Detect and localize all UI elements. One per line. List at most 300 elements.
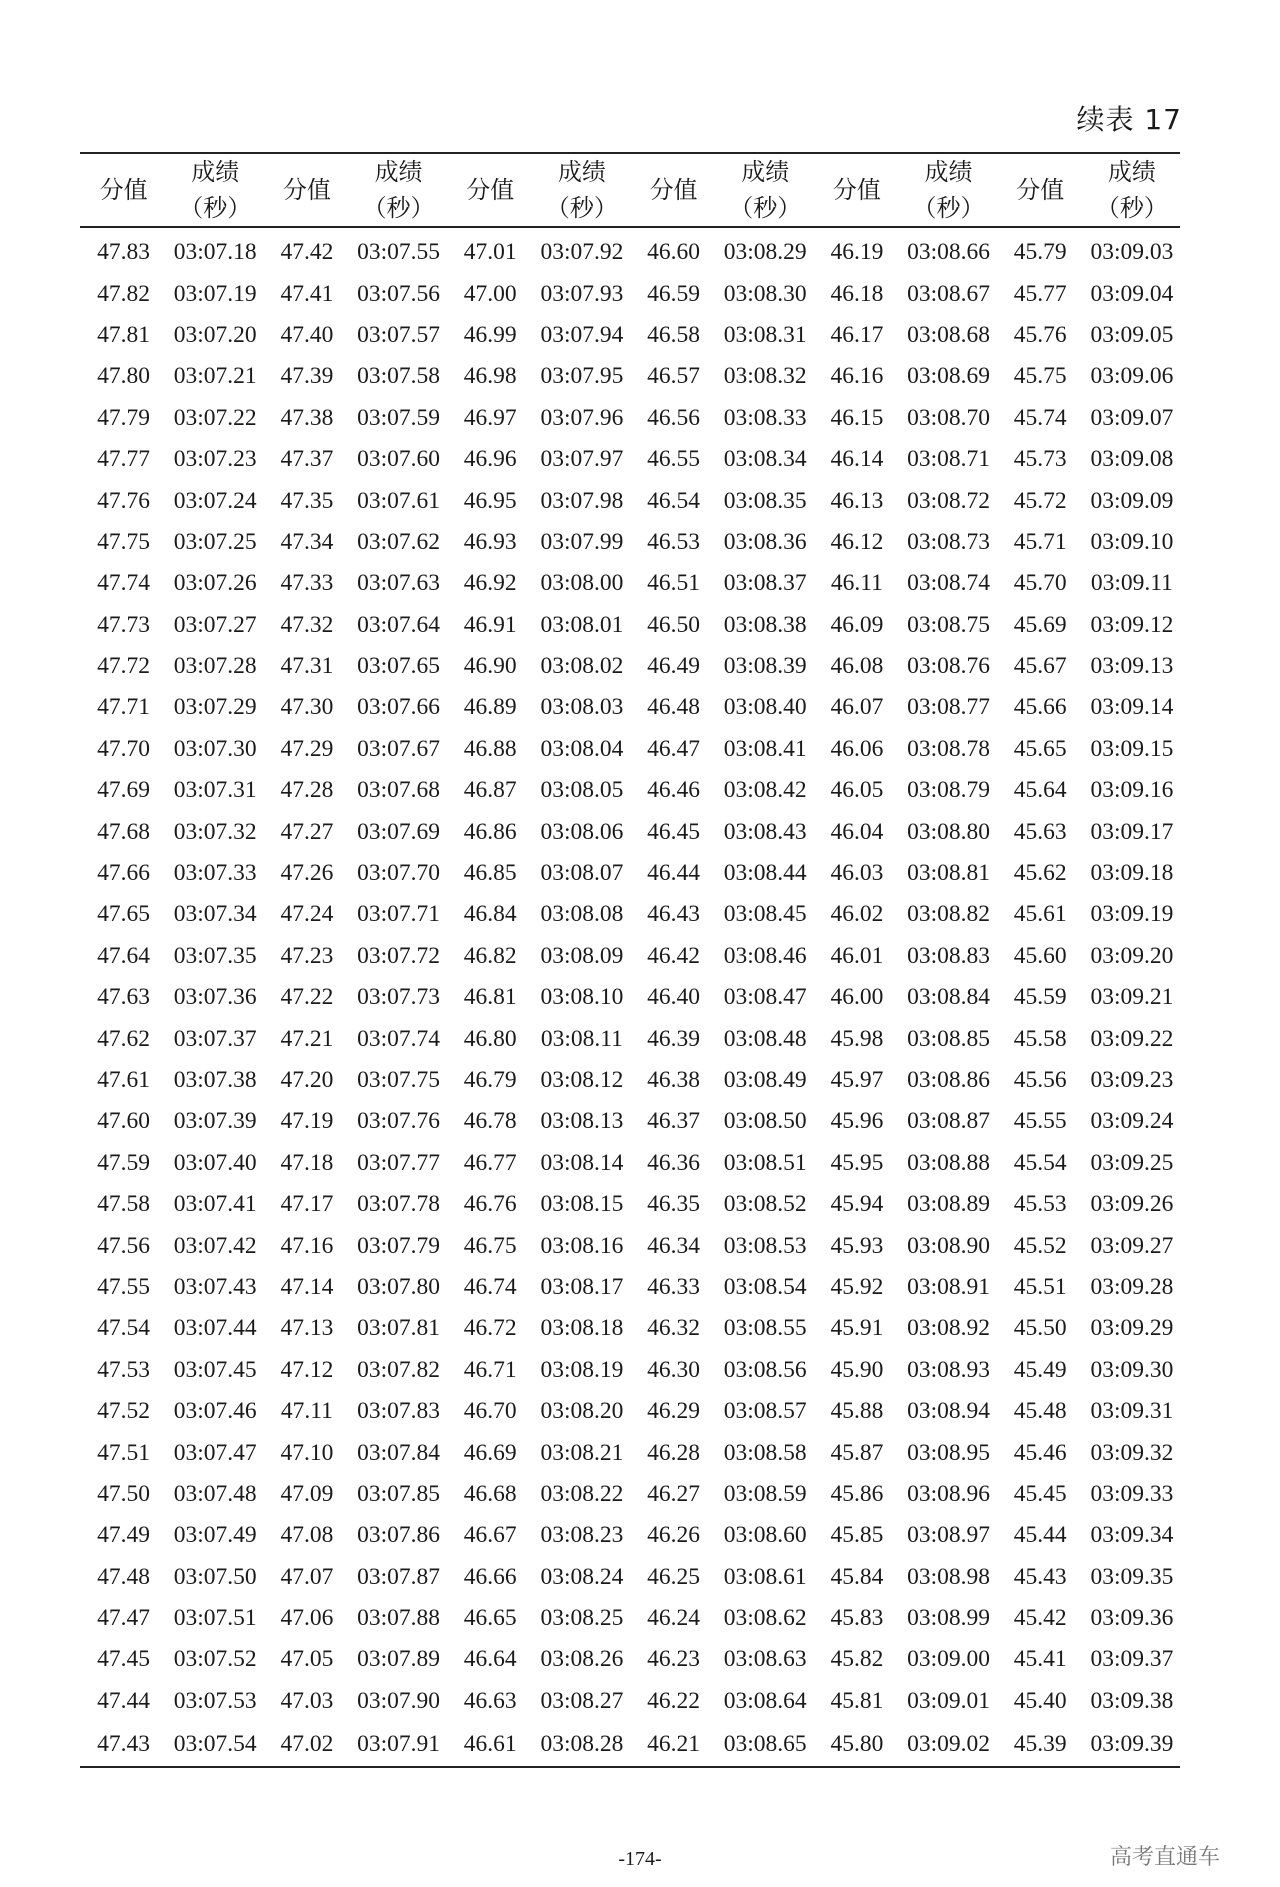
time-cell: 03:07.28 — [173, 653, 257, 680]
time-cell: 03:07.44 — [173, 1315, 257, 1342]
score-cell: 45.86 — [830, 1480, 884, 1507]
score-cell: 46.29 — [647, 1398, 700, 1425]
score-cell: 47.09 — [280, 1480, 334, 1507]
time-cell: 03:08.71 — [907, 446, 990, 473]
score-cell: 47.12 — [280, 1356, 334, 1383]
time-cell: 03:08.01 — [540, 611, 624, 638]
score-cell: 45.49 — [1013, 1356, 1067, 1383]
time-cell: 03:07.89 — [357, 1646, 441, 1673]
table-row — [80, 1515, 1180, 1556]
score-cell: 47.81 — [97, 321, 151, 348]
time-cell: 03:08.83 — [907, 942, 990, 969]
score-cell: 46.76 — [463, 1191, 517, 1218]
table-row — [80, 1432, 1180, 1473]
score-cell: 46.39 — [647, 1025, 700, 1052]
time-cell: 03:07.65 — [357, 653, 441, 680]
score-cell: 46.05 — [830, 777, 884, 804]
time-cell: 03:08.78 — [907, 735, 990, 762]
time-cell: 03:07.29 — [173, 694, 257, 721]
time-cell: 03:08.72 — [907, 487, 990, 514]
score-cell: 47.64 — [97, 942, 151, 969]
time-cell: 03:08.81 — [907, 860, 990, 887]
time-cell: 03:08.25 — [540, 1605, 624, 1632]
time-cell: 03:07.68 — [357, 777, 441, 804]
table-row — [80, 315, 1180, 356]
table-row — [80, 729, 1180, 770]
time-cell: 03:08.50 — [723, 1108, 807, 1135]
time-cell: 03:08.47 — [723, 984, 807, 1011]
time-cell: 03:08.26 — [540, 1646, 624, 1673]
time-cell: 03:08.84 — [907, 984, 990, 1011]
time-cell: 03:08.52 — [723, 1191, 807, 1218]
table-row — [80, 1225, 1180, 1266]
time-cell: 03:08.20 — [540, 1398, 624, 1425]
score-cell: 45.92 — [830, 1273, 884, 1300]
score-cell: 47.24 — [280, 901, 334, 928]
time-cell: 03:07.91 — [350, 1722, 446, 1767]
table-row — [80, 563, 1180, 604]
time-cell: 03:08.10 — [540, 984, 624, 1011]
score-cell: 46.17 — [830, 321, 884, 348]
score-cell: 45.64 — [1013, 777, 1067, 804]
score-cell: 45.82 — [830, 1646, 884, 1673]
time-cell: 03:07.23 — [173, 446, 257, 473]
time-cell: 03:07.40 — [173, 1149, 257, 1176]
score-cell: 46.30 — [647, 1356, 700, 1383]
header-time-label: 成绩 — [1107, 158, 1156, 186]
time-cell: 03:08.75 — [907, 611, 990, 638]
time-cell: 03:08.89 — [907, 1191, 990, 1218]
score-cell: 47.06 — [280, 1605, 334, 1632]
time-cell: 03:09.29 — [1090, 1315, 1174, 1342]
score-cell: 46.72 — [463, 1315, 517, 1342]
time-cell: 03:09.14 — [1090, 694, 1174, 721]
time-cell: 03:08.80 — [907, 818, 990, 845]
table-row — [80, 439, 1180, 480]
header-time-label: 成绩 — [557, 158, 606, 186]
score-cell: 46.56 — [647, 404, 700, 431]
score-cell: 47.59 — [97, 1149, 151, 1176]
time-cell: 03:07.24 — [173, 487, 257, 514]
score-cell: 46.54 — [647, 487, 700, 514]
score-cell: 47.02 — [263, 1722, 350, 1767]
time-cell: 03:08.99 — [907, 1605, 990, 1632]
time-cell: 03:08.55 — [723, 1315, 807, 1342]
score-cell: 47.21 — [280, 1025, 334, 1052]
score-cell: 45.46 — [1013, 1439, 1067, 1466]
time-cell: 03:07.95 — [540, 363, 624, 390]
score-cell: 45.77 — [1013, 280, 1067, 307]
score-cell: 46.51 — [647, 570, 700, 597]
score-cell: 46.55 — [647, 446, 700, 473]
time-cell: 03:07.80 — [357, 1273, 441, 1300]
time-cell: 03:07.39 — [173, 1108, 257, 1135]
score-cell: 46.60 — [647, 239, 700, 266]
score-cell: 45.45 — [1013, 1480, 1067, 1507]
time-cell: 03:09.19 — [1090, 901, 1174, 928]
time-cell: 03:07.97 — [540, 446, 624, 473]
score-cell: 47.23 — [280, 942, 334, 969]
score-cell: 45.94 — [830, 1191, 884, 1218]
score-cell: 45.44 — [1013, 1522, 1067, 1549]
time-cell: 03:09.18 — [1090, 860, 1174, 887]
score-cell: 46.04 — [830, 818, 884, 845]
score-cell: 47.51 — [97, 1439, 151, 1466]
score-cell: 47.63 — [97, 984, 151, 1011]
score-cell: 46.49 — [647, 653, 700, 680]
time-cell: 03:07.82 — [357, 1356, 441, 1383]
time-cell: 03:07.58 — [357, 363, 441, 390]
time-cell: 03:08.45 — [723, 901, 807, 928]
score-cell: 47.37 — [280, 446, 334, 473]
score-cell: 47.75 — [97, 528, 151, 555]
score-cell: 45.96 — [830, 1108, 884, 1135]
score-cell: 45.98 — [830, 1025, 884, 1052]
score-cell: 45.40 — [1013, 1687, 1067, 1714]
time-cell: 03:09.39 — [1084, 1722, 1180, 1767]
score-cell: 47.79 — [97, 404, 151, 431]
time-cell: 03:08.46 — [723, 942, 807, 969]
table-row — [80, 1184, 1180, 1225]
time-cell: 03:08.30 — [723, 280, 807, 307]
time-cell: 03:09.12 — [1090, 611, 1174, 638]
score-cell: 47.35 — [280, 487, 334, 514]
table-row — [80, 1722, 1180, 1767]
score-table — [80, 152, 1180, 1768]
time-cell: 03:08.22 — [540, 1480, 624, 1507]
score-cell: 45.71 — [1013, 528, 1067, 555]
time-cell: 03:08.16 — [540, 1232, 624, 1259]
score-cell: 46.85 — [463, 860, 517, 887]
score-cell: 46.03 — [830, 860, 884, 887]
score-cell: 45.80 — [813, 1722, 900, 1767]
time-cell: 03:08.40 — [723, 694, 807, 721]
time-cell: 03:09.17 — [1090, 818, 1174, 845]
score-cell: 45.85 — [830, 1522, 884, 1549]
score-cell: 46.32 — [647, 1315, 700, 1342]
time-cell: 03:08.77 — [907, 694, 990, 721]
score-cell: 45.76 — [1013, 321, 1067, 348]
time-cell: 03:07.46 — [173, 1398, 257, 1425]
table-row — [80, 1018, 1180, 1059]
table-row — [80, 1308, 1180, 1349]
table-row — [80, 1350, 1180, 1391]
score-cell: 46.14 — [830, 446, 884, 473]
time-cell: 03:09.04 — [1090, 280, 1174, 307]
score-cell: 46.95 — [463, 487, 517, 514]
time-cell: 03:08.29 — [723, 239, 807, 266]
score-cell: 45.79 — [1013, 239, 1067, 266]
time-cell: 03:09.28 — [1090, 1273, 1174, 1300]
time-cell: 03:07.22 — [173, 404, 257, 431]
time-cell: 03:08.14 — [540, 1149, 624, 1176]
score-cell: 46.46 — [647, 777, 700, 804]
time-cell: 03:07.55 — [357, 239, 441, 266]
time-cell: 03:07.35 — [173, 942, 257, 969]
score-cell: 46.18 — [830, 280, 884, 307]
score-cell: 47.54 — [97, 1315, 151, 1342]
score-cell: 47.33 — [280, 570, 334, 597]
score-cell: 47.00 — [463, 280, 517, 307]
score-cell: 45.88 — [830, 1398, 884, 1425]
score-cell: 45.72 — [1013, 487, 1067, 514]
score-cell: 47.44 — [97, 1687, 151, 1714]
time-cell: 03:08.17 — [540, 1273, 624, 1300]
score-cell: 47.83 — [97, 239, 151, 266]
time-cell: 03:07.19 — [173, 280, 257, 307]
time-cell: 03:07.32 — [173, 818, 257, 845]
score-cell: 46.89 — [463, 694, 517, 721]
score-cell: 47.26 — [280, 860, 334, 887]
score-cell: 45.75 — [1013, 363, 1067, 390]
header-time-unit: （秒） — [545, 194, 618, 222]
score-cell: 47.66 — [97, 860, 151, 887]
score-cell: 47.73 — [97, 611, 151, 638]
time-cell: 03:07.74 — [357, 1025, 441, 1052]
time-cell: 03:07.62 — [357, 528, 441, 555]
table-row — [80, 894, 1180, 935]
page-number: -174- — [618, 1848, 662, 1870]
time-cell: 03:07.66 — [357, 694, 441, 721]
time-cell: 03:08.27 — [540, 1687, 624, 1714]
time-cell: 03:07.64 — [357, 611, 441, 638]
table-caption: 续表 17 — [1076, 103, 1182, 136]
time-cell: 03:07.20 — [173, 321, 257, 348]
time-cell: 03:07.81 — [357, 1315, 441, 1342]
score-cell: 47.38 — [280, 404, 334, 431]
score-cell: 47.61 — [97, 1067, 151, 1093]
score-cell: 46.65 — [463, 1605, 517, 1632]
score-cell: 45.69 — [1013, 611, 1067, 638]
table-row — [80, 977, 1180, 1018]
header-time — [350, 153, 446, 227]
time-cell: 03:09.34 — [1090, 1522, 1174, 1549]
time-cell: 03:07.26 — [173, 570, 257, 597]
time-cell: 03:08.35 — [723, 487, 807, 514]
score-cell: 47.71 — [97, 694, 151, 721]
time-cell: 03:08.69 — [907, 363, 990, 390]
time-cell: 03:08.98 — [907, 1563, 990, 1590]
score-cell: 45.54 — [1013, 1149, 1067, 1176]
time-cell: 03:08.58 — [723, 1439, 807, 1466]
time-cell: 03:09.38 — [1090, 1687, 1174, 1714]
time-cell: 03:08.28 — [534, 1722, 630, 1767]
time-cell: 03:07.85 — [357, 1480, 441, 1507]
time-cell: 03:08.67 — [907, 280, 990, 307]
score-cell: 47.34 — [280, 528, 334, 555]
time-cell: 03:09.25 — [1090, 1149, 1174, 1176]
time-cell: 03:08.64 — [723, 1687, 807, 1714]
score-cell: 47.62 — [97, 1025, 151, 1052]
header-row — [80, 153, 1180, 227]
score-cell: 47.22 — [280, 984, 334, 1011]
time-cell: 03:07.45 — [173, 1356, 257, 1383]
score-cell: 45.74 — [1013, 404, 1067, 431]
time-cell: 03:07.96 — [540, 404, 624, 431]
time-cell: 03:08.15 — [540, 1191, 624, 1218]
time-cell: 03:09.13 — [1090, 653, 1174, 680]
score-cell: 47.60 — [97, 1108, 151, 1135]
time-cell: 03:08.82 — [907, 901, 990, 928]
time-cell: 03:09.36 — [1090, 1605, 1174, 1632]
score-cell: 47.41 — [280, 280, 334, 307]
score-cell: 45.43 — [1013, 1563, 1067, 1590]
time-cell: 03:07.61 — [357, 487, 441, 514]
table-row — [80, 1267, 1180, 1308]
score-cell: 46.68 — [463, 1480, 517, 1507]
time-cell: 03:07.87 — [357, 1563, 441, 1590]
time-cell: 03:09.30 — [1090, 1356, 1174, 1383]
score-cell: 47.47 — [97, 1605, 151, 1632]
time-cell: 03:07.73 — [357, 984, 441, 1011]
header-score: 分值 — [813, 153, 900, 227]
time-cell: 03:09.07 — [1090, 404, 1174, 431]
time-cell: 03:07.88 — [357, 1605, 441, 1632]
time-cell: 03:07.52 — [173, 1646, 257, 1673]
time-cell: 03:08.85 — [907, 1025, 990, 1052]
score-cell: 47.03 — [280, 1687, 334, 1714]
header-score: 分值 — [263, 153, 350, 227]
score-cell: 47.72 — [97, 653, 151, 680]
score-cell: 47.68 — [97, 818, 151, 845]
time-cell: 03:08.63 — [723, 1646, 807, 1673]
time-cell: 03:07.21 — [173, 363, 257, 390]
score-cell: 46.47 — [647, 735, 700, 762]
header-score: 分值 — [447, 153, 534, 227]
time-cell: 03:07.94 — [540, 321, 624, 348]
table-row — [80, 522, 1180, 563]
table-row — [80, 936, 1180, 977]
score-cell: 46.40 — [647, 984, 700, 1011]
score-cell: 46.77 — [463, 1149, 517, 1176]
time-cell: 03:08.12 — [540, 1067, 624, 1093]
score-cell: 46.23 — [647, 1646, 700, 1673]
score-cell: 46.81 — [463, 984, 517, 1011]
table-row — [80, 273, 1180, 314]
table-row — [80, 646, 1180, 687]
score-cell: 46.26 — [647, 1522, 700, 1549]
score-cell: 45.56 — [1013, 1067, 1067, 1093]
time-cell: 03:09.32 — [1090, 1439, 1174, 1466]
time-cell: 03:07.18 — [173, 239, 257, 266]
header-time — [534, 153, 630, 227]
time-cell: 03:09.11 — [1090, 570, 1173, 597]
time-cell: 03:09.31 — [1090, 1398, 1174, 1425]
score-cell: 46.64 — [463, 1646, 517, 1673]
time-cell: 03:07.43 — [173, 1273, 257, 1300]
score-cell: 46.75 — [463, 1232, 517, 1259]
score-cell: 47.11 — [280, 1398, 333, 1425]
time-cell: 03:08.66 — [907, 239, 990, 266]
header-time-unit: （秒） — [1095, 194, 1168, 222]
time-cell: 03:08.08 — [540, 901, 624, 928]
time-cell: 03:07.93 — [540, 280, 624, 307]
score-cell: 47.29 — [280, 735, 334, 762]
time-cell: 03:07.27 — [173, 611, 257, 638]
score-cell: 46.07 — [830, 694, 884, 721]
score-cell: 45.51 — [1013, 1273, 1067, 1300]
score-cell: 45.95 — [830, 1149, 884, 1176]
score-cell: 46.34 — [647, 1232, 700, 1259]
time-cell: 03:07.84 — [357, 1439, 441, 1466]
score-cell: 46.37 — [647, 1108, 700, 1135]
score-cell: 47.19 — [280, 1108, 334, 1135]
time-cell: 03:09.16 — [1090, 777, 1174, 804]
score-cell: 46.01 — [830, 942, 884, 969]
time-cell: 03:08.19 — [540, 1356, 624, 1383]
table-row — [80, 1101, 1180, 1142]
time-cell: 03:08.33 — [723, 404, 807, 431]
score-cell: 46.15 — [830, 404, 884, 431]
time-cell: 03:07.31 — [173, 777, 257, 804]
time-cell: 03:08.32 — [723, 363, 807, 390]
watermark: 高考直通车 — [1109, 1845, 1220, 1870]
score-cell: 47.28 — [280, 777, 334, 804]
score-cell: 47.56 — [97, 1232, 151, 1259]
time-cell: 03:07.83 — [357, 1398, 441, 1425]
table-row — [80, 398, 1180, 439]
time-cell: 03:08.41 — [723, 735, 807, 762]
time-cell: 03:08.18 — [540, 1315, 624, 1342]
time-cell: 03:07.38 — [173, 1067, 257, 1093]
time-cell: 03:09.01 — [907, 1687, 990, 1714]
score-cell: 46.12 — [830, 528, 884, 555]
table-row — [80, 1557, 1180, 1598]
score-cell: 47.80 — [97, 363, 151, 390]
time-cell: 03:07.67 — [357, 735, 441, 762]
score-cell: 46.63 — [463, 1687, 517, 1714]
time-cell: 03:08.07 — [540, 860, 624, 887]
score-cell: 46.06 — [830, 735, 884, 762]
time-cell: 03:09.10 — [1090, 528, 1174, 555]
score-cell: 45.61 — [1013, 901, 1067, 928]
header-time-label: 成绩 — [374, 158, 423, 186]
time-cell: 03:08.02 — [540, 653, 624, 680]
score-cell: 47.16 — [280, 1232, 334, 1259]
score-cell: 45.66 — [1013, 694, 1067, 721]
score-cell: 46.43 — [647, 901, 700, 928]
time-cell: 03:08.94 — [907, 1398, 990, 1425]
time-cell: 03:08.97 — [907, 1522, 990, 1549]
score-cell: 46.33 — [647, 1273, 700, 1300]
score-cell: 46.02 — [830, 901, 884, 928]
time-cell: 03:09.26 — [1090, 1191, 1174, 1218]
score-cell: 46.67 — [463, 1522, 517, 1549]
time-cell: 03:08.51 — [723, 1149, 807, 1176]
time-cell: 03:08.13 — [540, 1108, 624, 1135]
time-cell: 03:08.44 — [723, 860, 807, 887]
table-row — [80, 770, 1180, 811]
table-header — [80, 153, 1180, 227]
score-cell: 46.08 — [830, 653, 884, 680]
time-cell: 03:08.57 — [723, 1398, 807, 1425]
score-cell: 46.92 — [463, 570, 517, 597]
time-cell: 03:07.75 — [357, 1067, 441, 1093]
time-cell: 03:07.33 — [173, 860, 257, 887]
score-cell: 46.96 — [463, 446, 517, 473]
time-cell: 03:09.37 — [1090, 1646, 1174, 1673]
time-cell: 03:08.06 — [540, 818, 624, 845]
time-cell: 03:08.43 — [723, 818, 807, 845]
table-row — [80, 1391, 1180, 1432]
score-cell: 47.45 — [97, 1646, 151, 1673]
time-cell: 03:08.65 — [717, 1722, 813, 1767]
score-cell: 47.27 — [280, 818, 334, 845]
score-cell: 46.25 — [647, 1563, 700, 1590]
time-cell: 03:09.33 — [1090, 1480, 1174, 1507]
time-cell: 03:08.79 — [907, 777, 990, 804]
score-cell: 46.22 — [647, 1687, 700, 1714]
